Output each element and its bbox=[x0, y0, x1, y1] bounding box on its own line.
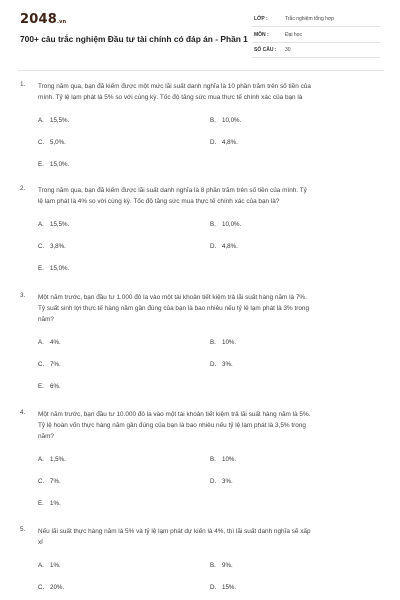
question-line: Nếu lãi suất thực hàng năm là 5% và tỷ lệ lạm phát dự kiến là 4%, thì lãi suất danh nghĩa sẽ xấp bbox=[38, 528, 311, 535]
question-text bbox=[38, 81, 382, 103]
option-text: 4,8%. bbox=[222, 243, 238, 250]
meta-row-subject bbox=[252, 29, 380, 43]
question-line: Một năm trước, bạn đầu tư 10.000 đô la vào một tài khoản tiết kiệm trả lãi suất hàng năm là 5%. bbox=[38, 411, 311, 418]
question-line: Một năm trước, bạn đầu tư 1.000 đô la vào một tài khoản tiết kiệm trả lãi suất hàng năm là 7%. bbox=[38, 294, 307, 301]
option-text: 3%. bbox=[222, 361, 233, 368]
option-a[interactable] bbox=[38, 117, 69, 124]
option-letter: C. bbox=[38, 139, 45, 146]
question-text bbox=[38, 292, 382, 325]
meta-label: MÔN : bbox=[254, 31, 269, 38]
option-text: 20%. bbox=[50, 584, 65, 591]
option-e[interactable] bbox=[38, 500, 61, 507]
meta-value: 30 bbox=[285, 47, 291, 53]
document-meta bbox=[252, 13, 380, 60]
option-b[interactable] bbox=[210, 562, 233, 569]
meta-label: SỐ CÂU : bbox=[254, 47, 277, 53]
header-divider bbox=[18, 70, 384, 71]
question-line: lệ lạm phát là 4% so với cùng kỳ. Tốc độ tăng sức mua thực tế chính xác của bạn là? bbox=[38, 198, 280, 205]
document-header bbox=[0, 0, 400, 62]
meta-value: Trắc nghiệm tổng hợp bbox=[285, 16, 334, 22]
option-letter: D. bbox=[210, 478, 217, 485]
option-letter: B. bbox=[210, 221, 216, 228]
option-text: 15,0%. bbox=[50, 265, 70, 272]
option-text: 1%. bbox=[50, 562, 61, 569]
option-letter: A. bbox=[38, 339, 44, 346]
question-number: 1. bbox=[20, 81, 26, 88]
question-line: Tỷ lệ hoàn vốn thực hàng năm gần đúng của bạn là bao nhiêu nếu tỷ lệ lạm phát là 3,5% trong bbox=[38, 422, 306, 429]
question-text bbox=[38, 526, 382, 548]
option-letter: D. bbox=[210, 361, 217, 368]
question-number: 2. bbox=[20, 185, 26, 192]
meta-value: Đại học bbox=[285, 31, 302, 38]
logo-tld: .vn bbox=[56, 19, 67, 25]
site-logo[interactable] bbox=[20, 12, 66, 27]
option-b[interactable] bbox=[210, 456, 236, 463]
question-line: Trong năm qua, bạn đã kiếm được lãi suất danh nghĩa là 8 phần trăm trên số tiền của mình. Tỷ bbox=[38, 187, 307, 194]
meta-row-question-count bbox=[252, 44, 380, 58]
option-letter: E. bbox=[38, 500, 44, 507]
option-letter: B. bbox=[210, 117, 216, 124]
option-b[interactable] bbox=[210, 117, 241, 124]
option-c[interactable] bbox=[38, 584, 64, 591]
document-title: 700+ câu trắc nghiệm Đầu tư tài chính có đáp án - Phần 1 bbox=[20, 34, 248, 44]
option-text: 7%. bbox=[50, 478, 61, 485]
logo-text: 2048 bbox=[20, 12, 57, 27]
option-e[interactable] bbox=[38, 383, 61, 390]
option-e[interactable] bbox=[38, 265, 69, 272]
option-letter: A. bbox=[38, 456, 44, 463]
option-a[interactable] bbox=[38, 456, 66, 463]
question-line: Trong năm qua, bạn đã kiếm được một mức lãi suất danh nghĩa là 10 phần trăm trên số tiền của bbox=[38, 83, 311, 90]
question-line: Tỷ suất sinh lợi thực tế hàng năm gần đúng của bạn là bao nhiêu nếu tỷ lệ lạm phát là 3% trong bbox=[38, 305, 310, 312]
option-text: 4,8%. bbox=[222, 139, 238, 146]
option-d[interactable] bbox=[210, 139, 238, 146]
option-text: 10,0%. bbox=[222, 117, 242, 124]
option-text: 9%. bbox=[222, 562, 233, 569]
option-letter: C. bbox=[38, 584, 45, 591]
option-c[interactable] bbox=[38, 139, 66, 146]
question-number: 5. bbox=[20, 526, 26, 533]
option-letter: E. bbox=[38, 161, 44, 168]
option-c[interactable] bbox=[38, 361, 61, 368]
option-text: 10,0%. bbox=[222, 221, 242, 228]
option-text: 10%. bbox=[222, 456, 237, 463]
option-letter: D. bbox=[210, 584, 217, 591]
option-text: 6%. bbox=[50, 383, 61, 390]
option-letter: A. bbox=[38, 221, 44, 228]
option-c[interactable] bbox=[38, 478, 61, 485]
option-letter: D. bbox=[210, 139, 217, 146]
question-line: năm? bbox=[38, 433, 54, 440]
option-text: 4%. bbox=[50, 339, 61, 346]
option-text: 3,8%. bbox=[50, 243, 66, 250]
question-line: mình. Tỷ lệ lạm phát là 5% so với cùng kỳ. Tốc độ tăng sức mua thực tế chính xác của bạn là bbox=[38, 94, 303, 101]
question-line: xỉ bbox=[38, 539, 43, 546]
option-b[interactable] bbox=[210, 221, 241, 228]
option-c[interactable] bbox=[38, 243, 66, 250]
option-d[interactable] bbox=[210, 478, 233, 485]
meta-row-class bbox=[252, 13, 380, 27]
option-letter: B. bbox=[210, 562, 216, 569]
option-text: 1%. bbox=[50, 500, 61, 507]
option-text: 1,5%. bbox=[50, 456, 66, 463]
option-letter: A. bbox=[38, 117, 44, 124]
option-text: 15,5%. bbox=[50, 117, 70, 124]
meta-label: LỚP : bbox=[254, 16, 268, 22]
option-letter: A. bbox=[38, 562, 44, 569]
question-number: 3. bbox=[20, 292, 26, 299]
option-letter: E. bbox=[38, 383, 44, 390]
option-d[interactable] bbox=[210, 243, 238, 250]
option-text: 15,0%. bbox=[50, 161, 70, 168]
option-letter: B. bbox=[210, 456, 216, 463]
option-a[interactable] bbox=[38, 562, 61, 569]
option-text: 15,5%. bbox=[50, 221, 70, 228]
option-text: 3%. bbox=[222, 478, 233, 485]
option-a[interactable] bbox=[38, 339, 61, 346]
option-letter: C. bbox=[38, 478, 45, 485]
question-text bbox=[38, 409, 382, 442]
option-d[interactable] bbox=[210, 584, 236, 591]
option-a[interactable] bbox=[38, 221, 69, 228]
option-d[interactable] bbox=[210, 361, 233, 368]
option-text: 5,0%. bbox=[50, 139, 66, 146]
option-text: 15%. bbox=[222, 584, 237, 591]
option-letter: C. bbox=[38, 361, 45, 368]
option-letter: B. bbox=[210, 339, 216, 346]
option-letter: C. bbox=[38, 243, 45, 250]
question-number: 4. bbox=[20, 409, 26, 416]
option-b[interactable] bbox=[210, 339, 236, 346]
question-text bbox=[38, 185, 382, 207]
option-letter: E. bbox=[38, 265, 44, 272]
option-text: 7%. bbox=[50, 361, 61, 368]
option-letter: D. bbox=[210, 243, 217, 250]
option-e[interactable] bbox=[38, 161, 69, 168]
option-text: 10%. bbox=[222, 339, 237, 346]
question-line: năm? bbox=[38, 316, 54, 323]
